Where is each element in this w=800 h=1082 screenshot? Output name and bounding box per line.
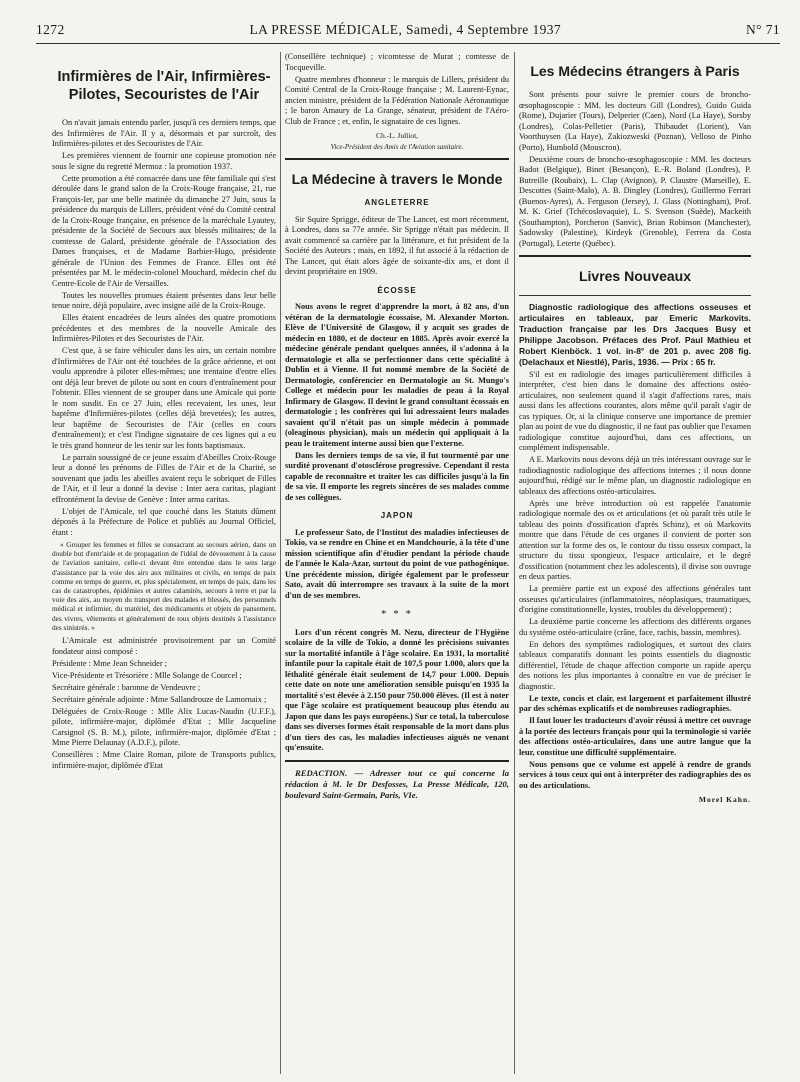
review-author: Morel Kahn. — [698, 795, 751, 804]
article-title-infirmieres: Infirmières de l'Air, Infirmières-Pilotes, Secouristes de l'Air — [57, 69, 271, 103]
paragraph: On n'avait jamais entendu parler, jusqu'à ces derniers temps, que des Infirmières de l'Air. Il y a, désormais et par surcroît, des Infirmières-pilotes et des Secouristes de l'Air. — [52, 118, 276, 148]
paragraph: Le parrain soussigné de ce jeune essaim d'Abeilles Croix-Rouge leur a donné les prénoms de Filles de l'Air et de la Charité, se souvenant que jadis les abeilles avaient reçu le sobriquet de Filles de l'Air, et il leur a donné la devise : Inter aera caritas, plagiant effrontément la devise de Genève : Inter arma caritas. — [52, 452, 276, 504]
country-heading: ANGLETERRE — [364, 198, 430, 207]
paragraph: Nous avons le regret d'apprendre la mort, à 82 ans, d'un vétéran de la dermatologie écossaise, M. Alexander Morton. Elève de l'Université de Glasgow, il y acquit ses grades de médecin en 1880, et de docteur en 1885. Après avoir exercé la médecine générale pendant quelques années, il s'adonna à la dermatologie et alla se perfectionner dans cette spécialité à Dublin et à Vienne. Il fut nommé membre de la Société de Dermatologie, conférencier en Dermatologie au St. Mungo's College et médecin pour les maladies de peau à la Royal Infirmary de Glasgow. Il devint le grand consultant écossais en dermatologie ; les confrères qui lui adressaient leurs malades savaient qu'il n'était pas un simple médecin à pommade (oleaginous physician), mais un médecin qui appliquait à la peau le traitement interne aussi bien que l'externe. — [285, 302, 509, 448]
statutes-quote — [52, 540, 276, 632]
section-title-livres: Livres Nouveaux — [578, 268, 692, 284]
paragraph: A E. Markovits nous devons déjà un très intéressant ouvrage sur le radiodiagnostic radiologique des affections internes ; il nous donne aujourd'hui, rédigé sur le même plan, un diagnostic radiologique en tableaux des affections ostéo-articulaires. — [519, 455, 751, 496]
paragraph: Elles étaient encadrées de leurs aînées des quatre promotions précédentes et des membres de la nouvelle Amicale des Infirmières-Pilotes et des Secouristes de l'Air. — [52, 313, 276, 343]
paragraph: En dehors des symptômes radiologiques, et surtout des clairs tableaux comparatifs donnant les points essentiels du diagnostic différentiel, l'étude de chaque affection comporte un rapide aperçu des notions les plus importantes à connaître en vue de préciser le diagnostic. — [519, 639, 751, 691]
article-title-medecins: Les Médecins étrangers à Paris — [530, 63, 740, 79]
country-heading: ÉCOSSE — [377, 285, 417, 295]
committee-member: Secrétaire générale : baronne de Vendeuvre ; — [52, 682, 201, 692]
committee-member: Déléguées de Croix-Rouge : Mlle Alix Lucas-Naudin (U.F.F.), pilote, infirmière-major, diplômée d'Etat ; Mlle Jacqueline Carsignol (S. B. M.), pilote, infirmière-major, diplômée d'Etat ; Mme Pierre Delaunay (A.D.F.), pilote. — [52, 706, 276, 748]
paragraph: S'il est en radiologie des images particulièrement difficiles à interpréter, c'est bien dans le domaine des affections ostéo-articulaires, non seulement quand il s'agit d'affections rares, mais aussi dans les affections courantes, alors même qu'il paraît s'agir de cas typiques. Or, si la clinique conserve une importance de premier plan au point de vue du diagnostic, il ne faut pas oublier que l'examen radiologique constitue aujourd'hui, dans ces affections, un complément indispensable. — [519, 369, 751, 452]
committee-list — [52, 659, 276, 772]
quote-text: « Grouper les femmes et filles se consacrant au secours aérien, dans un double but d'entr'aide et de propagation de l'idéal de dévouement à la cause de l'aviation sanitaire, celle-ci devant être entendue dans le sens large d'assistance par la voie des airs aux militaires et civils, en temps de paix comme en temps de guerre, et, plus spécialement, en temps de paix, dans les cas de catastrophes, épidémies et autres calamités, secours à terre et par la voie des airs, au moyen du transport des malades et blessés, des personnels médical et infirmier, du matériel, des médicaments et objets de pansement, des vivres, vêtements et généralement de tous objets destinés à l'assistance des sinistrés. » — [52, 540, 276, 632]
column-divider-1 — [280, 52, 281, 1074]
committee-member: Conseillères : Mme Claire Roman, pilote de Transports publics, infirmière-major, diplômée d'Etat — [52, 750, 276, 770]
column-3 — [519, 52, 751, 1080]
paragraph: Dans les derniers temps de sa vie, il fut tourmenté par une surdité provenant d'otosclérose progressive. Cependant il resta capable de reconnaître et traiter les cas difficiles jusqu'à la fin de sa vie. Il emporte les regrets sincères de ses malades comme de ses collègues. — [285, 450, 509, 502]
paragraph: Sont présents pour suivre le premier cours de broncho-œsophagoscopie : MM. les docteurs Gill (Londres), Guido Guida (Rome), Dujarier (Tours), Delperier (Caen), Nord (La Haye), Sorsby (Londres), Colas-Pelletier (Paris), Thibaudet (Lorient), Van Voorthuysen (La Haye), Zakiozweski (Poznan), Velloso de Pinho (Porto), Humbold (Mouscron). — [519, 90, 751, 152]
paragraph: C'est que, à se faire véhiculer dans les airs, un certain nombre d'Infirmières de l'Air ont été touchées de la grâce aérienne, et ont voulu apprendre à piloter elles-mêmes; une trentaine d'entre elles ont déjà leur brevet de pilote ou sont en cours d'entraînement pour l'obtenir. Elles viennent de se grouper dans une Amicale qui porte le nom susdit. En ce 27 Juin, elles recevaient, les unes, leur baptême d'Infirmières-pilotes (celles déjà brevetées); les autres, leur baptême de Secouristes de l'Air (celles en cours d'entraînement); et c'est l'indigne signataire de ces lignes qui a eu le très grand honneur de les tenir sur les fonts baptismaux. — [52, 346, 276, 450]
paragraph: Les premières viennent de fournir une copieuse promotion née sous le signe du regretté Mermoz : la promotion 1937. — [52, 151, 276, 171]
paragraph: Toutes les nouvelles promues étaient présentes dans leur belle tenue noire, déjà populaire, avec insigne ailé de la Croix-Rouge. — [52, 290, 276, 310]
committee-member: Vice-Présidente et Trésorière : Mlle Solange de Courcel ; — [52, 670, 242, 680]
committee-member: Secrétaire générale adjointe : Mme Sallandrouze de Lamornaix ; — [52, 694, 267, 704]
journal-title: LA PRESSE MÉDICALE, Samedi, 4 Septembre 1937 — [249, 22, 562, 37]
paragraph: Il faut louer les traducteurs d'avoir réussi à mettre cet ouvrage à la portée des lecteurs français pour qui la terminologie si variée des affections ostéo-articulaires, dans une autre langue que la leur, constitue une difficulté supplémentaire. — [519, 716, 751, 757]
page-header — [36, 22, 780, 42]
column-divider-2 — [514, 52, 515, 1074]
paragraph: Nous pensons que ce volume est appelé à rendre de grands services à tous ceux qui ont à interpréter des radiographies des os ou des articulations. — [519, 759, 751, 790]
header-rule — [36, 43, 780, 44]
paragraph: Le texte, concis et clair, est largement et parfaitement illustré par des schémas explicatifs et de nombreuses radiographies. — [519, 693, 751, 713]
paragraph: Deuxième cours de broncho-œsophagoscopie : MM. les docteurs Badot (Belgique), Binet (Besançon), E.-R. Boland (Londres), P. Butreille (Roubaix), L. Clap (Avignon), P. Claustre (Marseille), E. Descottes (Saint-Malo), A. B. Dingley (Londres), Guillermo Ferrari (Buenos-Ayres), A. Ferguson (Jersey), J. Glass (Nottingham), Prof. M. K. Grief (Tchécoslovaquie), L. S. Svenson (Suède), Mackeith (Southampton), Porcheron (Sanvic), Brian Robinson (Manchester), Sadowsky (Palestine), Kirdeyk (Grenoble), Ferrera da Costa (Portugal), Leterte (Québec). — [519, 154, 751, 248]
paragraph: L'objet de l'Amicale, tel que couché dans les Statuts dûment déposés à la Préfecture de Police et publiés au Journal Officiel, étant : — [52, 506, 276, 537]
paragraph: Sir Squire Sprigge, éditeur de The Lancet, est mort récemment, à Londres, dans sa 77e année. Sir Sprigge n'était pas médecin. Il avait commencé sa carrière par la littérature, et fut président de la Société des Auteurs ; mais, en 1892, il fut associé à la rédaction de The Lancet, qui était alors âgée de soixante-dix ans, et dont il devint propriétaire en 1909. — [285, 214, 509, 276]
country-heading: JAPON — [380, 511, 414, 520]
separator-stars: * * * — [381, 608, 413, 620]
column-1 — [52, 52, 276, 1080]
section-rule — [285, 158, 509, 160]
paragraph: La deuxième partie concerne les affections des différents organes du système ostéo-articulaire (crâne, face, rachis, bassin, membres). — [519, 617, 751, 637]
paragraph: La première partie est un exposé des affections générales tant osseuses qu'articulaires (inflammatoires, néoplasiques, traumatiques, d'origine constitutionnelle, kystes, troubles du développement) ; — [519, 584, 751, 614]
column-2 — [285, 52, 509, 1080]
book-reference: Diagnostic radiologique des affections osseuses et articulaires en tableaux, par Emeric Markovits. Traduction française par les Drs Jacques Busy et Philippe Jacobson. Préfaces des Prof. Paul Mathieu et Robert Kienböck. 1 vol. in-8° de 201 p. avec 208 fig. (Delachaux et Niestlé), Paris, 1936. — Prix : 65 fr. — [519, 302, 751, 367]
paragraph: L'Amicale est administrée provisoirement par un Comité fondateur ainsi composé : — [52, 636, 276, 656]
committee-member: Présidente : Mme Jean Schneider ; — [52, 658, 167, 668]
paragraph: Cette promotion a été consacrée dans une fête familiale qui s'est déroulée dans le grand salon de la Croix-Rouge française, 21, rue François-Ier, par une belle matinée du dimanche 27 Juin, sous la présidence du marquis de Lillers, président véné du Comité central de la Croix-Rouge française, en présence de la maréchale Lyautey, présidente de la Société de Secours aux blessés militaires; de la comtesse de Galard, présidente générale de l'Association des Dames françaises, et de Madame Barbier-Hugo, présidente générale de l'Union des Femmes de France. Elles ont été présentées par M. le médecin-colonel Mouchard, médecin chef du Centre-Ecole de l'Air de Versailles. — [52, 173, 276, 288]
section-rule — [519, 255, 751, 257]
section-rule — [285, 760, 509, 762]
issue-number: N° 71 — [745, 22, 780, 37]
redaction-notice: REDACTION. — Adresser tout ce qui concerne la rédaction à M. le Dr Desfosses, La Presse Médicale, 120, boulevard Saint-Germain, Paris, VIe. — [285, 767, 509, 800]
paragraph: Quatre membres d'honneur : le marquis de Lillers, président du Comité Central de la Croix-Rouge française ; M. Laurent-Eynac, ancien ministre, président de la Fédération Nationale Aéronautique ; le baron Amaury de La Grange, sénateur, président de l'Aéro-Club de France ; et, enfin, le signataire de ces lignes. — [285, 74, 509, 126]
thin-rule — [519, 295, 751, 296]
signature-role: Vice-Président des Amis de l'Aviation sanitaire. — [330, 142, 464, 151]
paragraph: (Conseillère technique) ; vicomtesse de Murat ; comtesse de Tocqueville. — [285, 52, 509, 72]
paragraph: Le professeur Sato, de l'Institut des maladies infectieuses de Tokio, va se rendre en Chine et en Mandchourie, à la tête d'une mission scientifique afin d'étudier pendant la période chaude de l'année le Kala-Azar, surtout du point de vue pathogénique. Une précédente mission, dirigée également par le professeur Sato, avait dû interrompre ses travaux à la suite de la mort d'un de ses membres. — [285, 527, 509, 600]
page-number: 1272 — [36, 22, 65, 37]
paragraph: Après une brève introduction où est rappelée l'anatomie radiologique normale des os et articulations (et où paraît très utile le tableau des points d'ossification d'après Schinz), et où Markovits montre que dans l'étude de ces organes il convient de porter son attention sur la forme des os, le contour du tissu osseux compact, la structure du tissu spongieux, l'espace articulaire, et le degré d'ossification (notamment chez les adolescents), il divise son ouvrage en deux parties. — [519, 498, 751, 581]
section-title-medecine: La Médecine à travers le Monde — [291, 171, 503, 187]
paragraph: Lors d'un récent congrès M. Nezu, directeur de l'Hygiène scolaire de la ville de Tokio, a donné les précisions suivantes sur la mortalité infantile à l'âge scolaire. En 1931, la mortalité infantile pour la capitale était de 107,5 pour 1.000, alors que la léthalité générale était seulement de 14,7 pour 1.000. Depuis cette date on note une amélioration sensible puisqu'en 1935 la mortalité s'est élevée à 2.150 pour 750.000 élèves. (Il est à noter que l'âge scolaire est pratiquement beaucoup plus étendu au Japon que dans les pays européens.) Sur ce total, la tuberculose dans ses diverses formes était responsable de la mort dans plus d'un tiers des cas, les maladies infectieuses aiguës ne venant qu'ensuite. — [285, 627, 509, 752]
signature: Ch.-L. Julliot, — [375, 131, 419, 140]
